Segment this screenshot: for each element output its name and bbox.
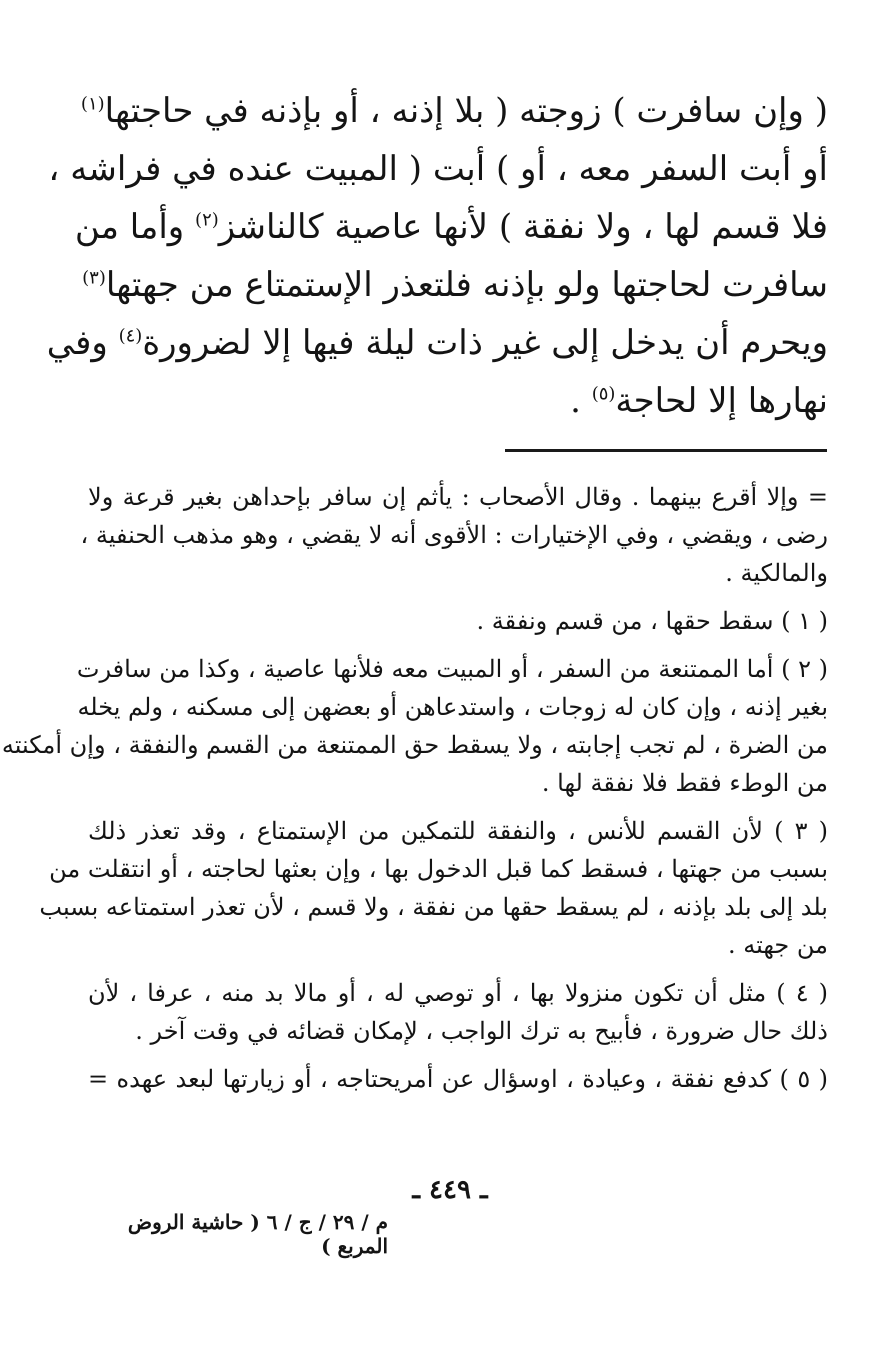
footnote-line: من الضرة ، لم تجب إجابته ، ولا يسقط حق الممتنعة من القسم والنفقة ، وإن أمكنته [1, 731, 828, 759]
main-line-text: ( وإن سافرت ) زوجته ( بلا إذنه ، أو بإذنه في حاجتها [104, 91, 828, 131]
main-line-text: نهارها إلا لحاجة [615, 381, 828, 421]
main-text-line [74, 198, 828, 256]
footnote-marker: (٤) [118, 325, 143, 347]
main-text-line [80, 82, 828, 140]
footnote-line: = وإلا أقرع بينهما . وقال الأصحاب : يأثم إن سافر بإحداهن بغير قرعة ولا [88, 483, 828, 511]
main-line-text: فلا قسم لها ، ولا نفقة ) لأنها عاصية كالناشز [218, 207, 828, 247]
footnote-line: بغير إذنه ، وإن كان له زوجات ، واستدعاهن أو بعضهن إلى مسكنه ، ولم يخله [77, 693, 828, 721]
footnote-marker: (٢) [195, 209, 219, 231]
footnote-marker: (١) [80, 93, 105, 115]
footnote-marker: (٣) [82, 267, 106, 289]
footnote-line: ( ١ ) سقط حقها ، من قسم ونفقة . [476, 607, 828, 635]
main-text-body [46, 82, 828, 430]
main-text-line [82, 256, 828, 314]
footnote-2 [1, 650, 828, 802]
printer-signature: م / ٢٩ / ج / ٦ ( حاشية الروض المربع ) [127, 1210, 388, 1258]
footnote-line: من جهته . [727, 931, 828, 959]
footnote-line: رضى ، ويقضي ، وفي الإختيارات : الأقوى أنه لا يقضي ، وهو مذهب الحنفية ، [80, 521, 828, 549]
footnote-3 [39, 812, 828, 964]
main-text-line [88, 372, 828, 430]
main-text-line [48, 140, 828, 198]
main-line-text: ويحرم أن يدخل إلى غير ذات ليلة فيها إلا لضرورة [142, 323, 828, 363]
main-line-tail: . [570, 381, 581, 421]
footnotes-section [1, 478, 829, 1108]
footnote-line: من الوطء فقط فلا نفقة لها . [541, 769, 828, 797]
footnote-line: ( ٥ ) كدفع نفقة ، وعيادة ، اوسؤال عن أمريحتاجه ، أو زيارتها لبعد عهده = [88, 1065, 828, 1093]
footnote-5 [88, 1060, 828, 1098]
footnote-line: ذلك حال ضرورة ، فأبيح به ترك الواجب ، لإمكان قضائه في وقت آخر . [135, 1017, 828, 1045]
main-line-text: سافرت لحاجتها ولو بإذنه فلتعذر الإستمتاع من جهتها [105, 265, 828, 305]
main-text-line [46, 314, 828, 372]
footnote-4 [88, 974, 828, 1050]
footnote-line: والمالكية . [725, 559, 828, 587]
page-number: ـ ٤٤٩ ـ [412, 1175, 488, 1205]
footnote-1 [88, 602, 828, 640]
main-line-text: أو أبت السفر معه ، أو ) أبت ( المبيت عنده في فراشه ، [48, 149, 828, 189]
footnote-separator [505, 449, 827, 452]
footnote-line: ( ٤ ) مثل أن تكون منزولا بها ، أو توصي له ، أو مالا بد منه ، عرفا ، لأن [88, 979, 829, 1007]
footnote-line: ( ٣ ) لأن القسم للأنس ، والنفقة للتمكين من الإستمتاع ، وقد تعذر ذلك [88, 817, 828, 845]
footnote-line: بسبب من جهتها ، فسقط كما قبل الدخول بها ، وإن بعثها لحاجته ، أو انتقلت من [49, 855, 828, 883]
footnote-continuation [80, 478, 828, 592]
main-line-tail: وأما من [74, 207, 185, 247]
footnote-line: ( ٢ ) أما الممتنعة من السفر ، أو المبيت معه فلأنها عاصية ، وكذا من سافرت [76, 655, 828, 683]
footnote-marker: (٥) [591, 383, 616, 405]
footnote-line: بلد إلى بلد بإذنه ، لم يسقط حقها من نفقة ، ولا قسم ، لأن تعذر استمتاعه بسبب [39, 893, 828, 921]
main-line-tail: وفي [46, 323, 108, 363]
